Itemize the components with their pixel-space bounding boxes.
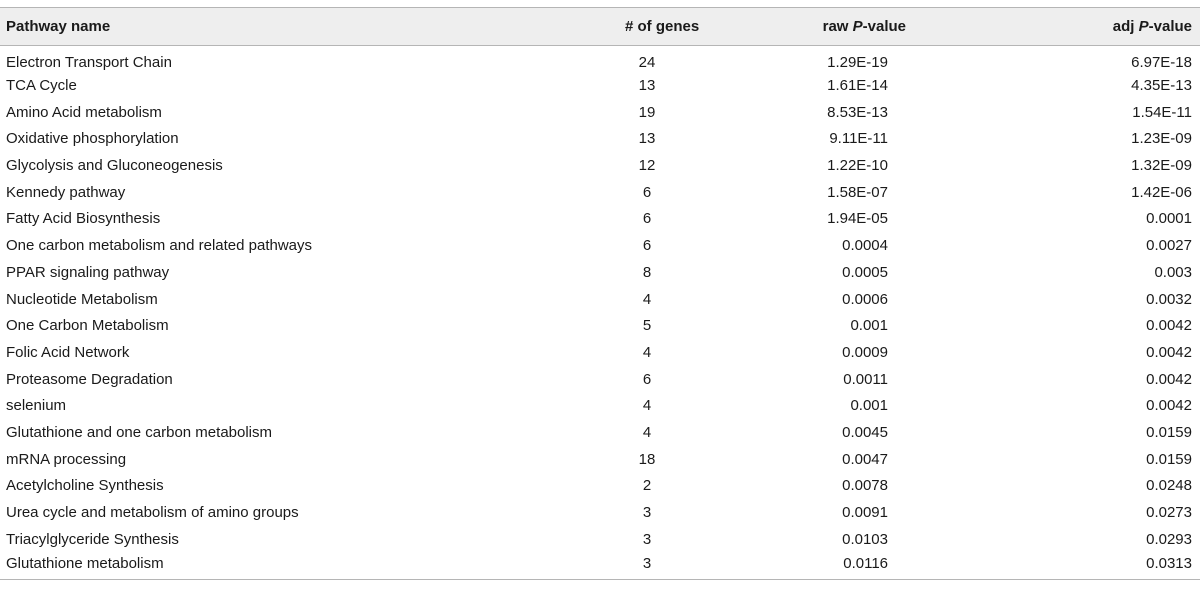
cell-pathway-name: Proteasome Degradation (6, 370, 173, 388)
header-pathway-name (0, 8, 475, 46)
table-row (0, 419, 1200, 446)
cell-adj-p-value: 0.0313 (940, 553, 1200, 580)
cell-raw-p-value: 1.94E-05 (827, 210, 888, 228)
table-row (0, 46, 1200, 73)
pathway-table (0, 7, 1200, 580)
cell-adj-p-value: 1.54E-11 (1132, 103, 1192, 121)
table-row (0, 473, 1200, 500)
cell-adj-p-value: 0.0042 (1146, 343, 1192, 361)
table-row (0, 446, 1200, 473)
cell-gene-count: 13 (638, 77, 656, 95)
cell-adj-p-value: 0.003 (1154, 263, 1192, 281)
cell-raw-p-value: 1.29E-19 (827, 53, 888, 71)
table-row (0, 232, 1200, 259)
cell-adj-p-value: 0.0027 (1146, 237, 1192, 255)
cell-gene-count: 12 (638, 157, 656, 175)
cell-gene-count: 4 (642, 343, 652, 361)
cell-pathway-name: Folic Acid Network (6, 343, 130, 361)
cell-gene-count: 19 (638, 103, 656, 121)
cell-pathway-name: Acetylcholine Synthesis (6, 477, 164, 495)
cell-pathway-name: Nucleotide Metabolism (6, 290, 158, 308)
table-body (0, 46, 1200, 580)
table-row (0, 126, 1200, 153)
cell-raw-p-value: 0.0045 (842, 423, 888, 441)
cell-pathway-name: Glutathione and one carbon metabolism (6, 423, 273, 441)
cell-gene-count: 8 (642, 263, 652, 281)
header-raw-prefix: raw (822, 18, 853, 35)
cell-gene-count: 6 (642, 237, 652, 255)
cell-pathway-name: Fatty Acid Biosynthesis (6, 210, 161, 228)
cell-raw-p-value: 0.0006 (842, 290, 888, 308)
cell-pathway-name: PPAR signaling pathway (6, 263, 170, 281)
cell-raw-p-value: 1.22E-10 (827, 157, 888, 175)
cell-pathway-name: mRNA processing (6, 450, 127, 468)
cell-gene-count: 3 (642, 530, 652, 548)
cell-raw-p-value: 0.0078 (842, 477, 888, 495)
cell-pathway-name: selenium (6, 397, 67, 415)
table-row (0, 339, 1200, 366)
cell-gene-count: 2 (642, 477, 652, 495)
cell-gene-count: 6 (642, 183, 652, 201)
table-row (0, 286, 1200, 313)
header-gene-count-label: # of genes (625, 18, 700, 35)
cell-pathway-name: One Carbon Metabolism (6, 317, 169, 335)
cell-adj-p-value: 0.0042 (1146, 317, 1192, 335)
cell-gene-count: 4 (642, 423, 652, 441)
table-row (0, 259, 1200, 286)
header-row (0, 8, 1200, 46)
cell-adj-p-value: 0.0042 (1146, 370, 1192, 388)
table-header (0, 8, 1200, 46)
cell-adj-p-value: 0.0293 (1146, 530, 1192, 548)
table-row (0, 526, 1200, 553)
cell-raw-p-value: 0.0004 (842, 237, 888, 255)
cell-adj-p-value: 1.42E-06 (1131, 183, 1192, 201)
cell-gene-count: 13 (638, 130, 656, 148)
cell-gene-count: 24 (638, 53, 656, 71)
table-row (0, 553, 1200, 580)
cell-adj-p-value: 0.0273 (1146, 504, 1192, 522)
cell-pathway-name: One carbon metabolism and related pathways (6, 237, 313, 255)
header-adj-suffix: -value (1148, 18, 1192, 35)
cell-pathway-name: Electron Transport Chain (6, 53, 172, 71)
header-raw-p-value (669, 8, 940, 46)
cell-raw-p-value: 0.0005 (842, 263, 888, 281)
cell-gene-count: 6 (642, 370, 652, 388)
cell-pathway-name: Urea cycle and metabolism of amino groups (6, 504, 299, 522)
cell-adj-p-value: 0.0159 (1146, 423, 1192, 441)
cell-gene-count: 18 (638, 450, 656, 468)
header-raw-p: P (852, 18, 863, 35)
cell-raw-p-value: 0.0103 (842, 530, 888, 548)
cell-adj-p-value: 1.23E-09 (1131, 130, 1192, 148)
cell-adj-p-value: 0.0032 (1146, 290, 1192, 308)
cell-raw-p-value: 0.001 (850, 397, 888, 415)
cell-adj-p-value: 0.0248 (1146, 477, 1192, 495)
cell-adj-p-value: 1.32E-09 (1131, 157, 1192, 175)
cell-adj-p-value: 4.35E-13 (1131, 77, 1192, 95)
pathway-table-container (0, 7, 1200, 580)
cell-raw-p-value: 0.0116 (669, 553, 940, 580)
table-row (0, 72, 1200, 99)
cell-raw-p-value: 0.0047 (842, 450, 888, 468)
cell-pathway-name: TCA Cycle (6, 77, 77, 95)
cell-gene-count: 3 (642, 504, 652, 522)
cell-raw-p-value: 1.58E-07 (827, 183, 888, 201)
table-row (0, 179, 1200, 206)
cell-adj-p-value: 6.97E-18 (1131, 53, 1192, 71)
cell-adj-p-value: 0.0042 (1146, 397, 1192, 415)
header-adj-prefix: adj (1112, 18, 1139, 35)
cell-gene-count: 5 (642, 317, 652, 335)
table-row (0, 392, 1200, 419)
header-adj-p: P (1138, 18, 1149, 35)
cell-adj-p-value: 0.0159 (1146, 450, 1192, 468)
cell-pathway-name: Glycolysis and Gluconeogenesis (6, 157, 223, 175)
cell-pathway-name: Amino Acid metabolism (6, 103, 162, 121)
cell-pathway-name: Oxidative phosphorylation (6, 130, 179, 148)
table-row (0, 152, 1200, 179)
cell-gene-count: 6 (642, 210, 652, 228)
cell-pathway-name: Kennedy pathway (6, 183, 126, 201)
cell-raw-p-value: 0.0091 (842, 504, 888, 522)
cell-pathway-name: Glutathione metabolism (0, 553, 475, 580)
header-pathway-name-label: Pathway name (6, 18, 111, 35)
cell-gene-count: 4 (642, 290, 652, 308)
table-row (0, 99, 1200, 126)
cell-raw-p-value: 0.0009 (842, 343, 888, 361)
cell-raw-p-value: 9.11E-11 (829, 130, 888, 148)
table-row (0, 312, 1200, 339)
cell-raw-p-value: 0.0011 (843, 370, 888, 388)
header-gene-count (475, 8, 700, 46)
cell-raw-p-value: 8.53E-13 (827, 103, 888, 121)
cell-adj-p-value: 0.0001 (1146, 210, 1192, 228)
cell-gene-count: 4 (642, 397, 652, 415)
table-row (0, 366, 1200, 393)
table-row (0, 499, 1200, 526)
table-row (0, 206, 1200, 233)
cell-pathway-name: Triacylglyceride Synthesis (6, 530, 179, 548)
header-raw-suffix: -value (862, 18, 906, 35)
header-adj-p-value (940, 8, 1200, 46)
cell-gene-count: 3 (475, 553, 669, 580)
cell-raw-p-value: 1.61E-14 (827, 77, 888, 95)
cell-raw-p-value: 0.001 (850, 317, 888, 335)
